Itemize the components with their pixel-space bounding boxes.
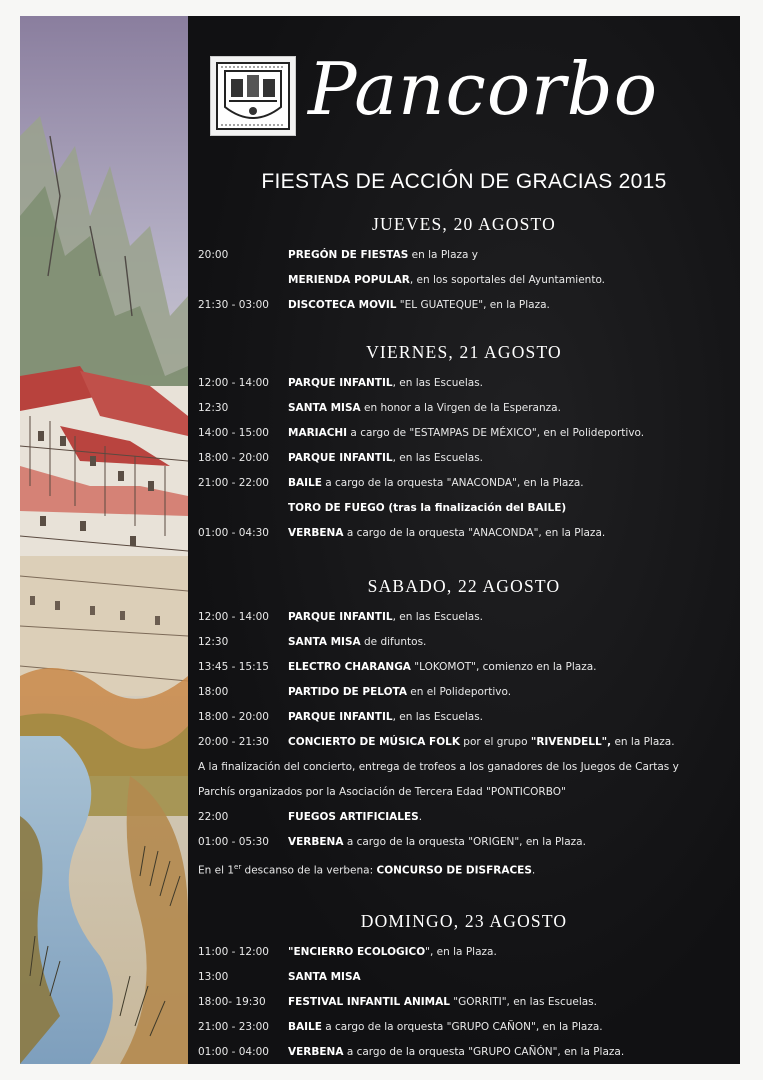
- event-time: 01:00 - 04:30: [198, 527, 269, 539]
- note-text: A la finalización del concierto, entrega de trofeos a los ganadores de los Juegos de Cartas y: [198, 761, 679, 773]
- event-description: [288, 607, 483, 627]
- event-details: a cargo de la orquesta "GRUPO CAÑON", en la Plaza.: [321, 1021, 603, 1033]
- event-time: 14:00 - 15:00: [198, 427, 269, 439]
- day-heading: SABADO, 22 AGOSTO: [367, 576, 561, 596]
- town-title: Pancorbo: [308, 47, 659, 131]
- event-description: [288, 498, 566, 518]
- event-name: PREGÓN DE FIESTAS: [288, 249, 409, 261]
- schedule-event: [198, 523, 738, 543]
- event-time: 12:00 - 14:00: [198, 377, 269, 389]
- crest-icon: [211, 57, 295, 135]
- schedule-event: [198, 1042, 738, 1062]
- event-name: DISCOTECA MOVIL: [288, 299, 397, 311]
- schedule-note: [198, 857, 738, 877]
- event-details: "GORRITI", en las Escuelas.: [449, 996, 597, 1008]
- event-description: [288, 807, 422, 827]
- schedule-event: [198, 632, 738, 652]
- schedule-event: [198, 832, 738, 852]
- event-time: 12:00 - 14:00: [198, 611, 269, 623]
- village-illustration: [20, 16, 188, 1064]
- day-heading: DOMINGO, 23 AGOSTO: [360, 911, 568, 931]
- event-name: PARQUE INFANTIL: [288, 611, 393, 623]
- event-description: [288, 657, 597, 677]
- event-name: FUEGOS ARTIFICIALES: [288, 811, 419, 823]
- event-description: [288, 373, 483, 393]
- schedule-event: [198, 1017, 738, 1037]
- ordinal-suffix: er: [234, 863, 242, 871]
- event-name: "ENCIERRO ECOLOGICO: [288, 946, 426, 958]
- event-details: .: [418, 811, 423, 823]
- event-time: 01:00 - 04:00: [198, 1046, 269, 1058]
- schedule-event: [198, 423, 738, 443]
- event-details: , en las Escuelas.: [392, 452, 484, 464]
- event-description: [288, 992, 597, 1012]
- event-details: "LOKOMOT", comienzo en la Plaza.: [410, 661, 597, 673]
- event-details: , en las Escuelas.: [392, 377, 484, 389]
- event-time: 18:00 - 20:00: [198, 711, 269, 723]
- event-description: [288, 632, 426, 652]
- event-description: [198, 782, 566, 802]
- event-description: [288, 473, 584, 493]
- event-details: a cargo de la orquesta "ANACONDA", en la Plaza.: [343, 527, 606, 539]
- schedule-note: [198, 782, 738, 802]
- event-description: [288, 523, 605, 543]
- event-description: [288, 398, 561, 418]
- event-name: ELECTRO CHARANGA: [288, 661, 411, 673]
- event-details: , en las Escuelas.: [392, 611, 484, 623]
- event-details: en la Plaza.: [611, 736, 675, 748]
- event-details: en honor a la Virgen de la Esperanza.: [360, 402, 561, 414]
- schedule-event: [198, 807, 738, 827]
- event-description: [288, 1017, 603, 1037]
- schedule-event: [198, 707, 738, 727]
- event-description: [288, 270, 605, 290]
- note-text: descanso de la verbena:: [241, 864, 377, 877]
- event-name: VERBENA: [288, 1046, 344, 1058]
- event-description: [288, 682, 511, 702]
- day-heading: JUEVES, 20 AGOSTO: [372, 214, 556, 234]
- event-details: por el grupo: [459, 736, 531, 748]
- schedule-event: [198, 448, 738, 468]
- event-description: [198, 857, 535, 881]
- event-name: BAILE: [288, 1021, 322, 1033]
- event-name: VERBENA: [288, 836, 344, 848]
- event-time: 18:00- 19:30: [198, 996, 266, 1008]
- event-time: 12:30: [198, 636, 229, 648]
- event-details: , en las Escuelas.: [392, 711, 484, 723]
- event-name: TORO DE FUEGO (tras la finalización del BAILE): [288, 502, 567, 514]
- event-name: PARQUE INFANTIL: [288, 711, 393, 723]
- event-name: PARTIDO DE PELOTA: [288, 686, 407, 698]
- poster-subtitle: FIESTAS DE ACCIÓN DE GRACIAS 2015: [261, 170, 667, 193]
- schedule-event: [198, 942, 738, 962]
- event-details: a cargo de la orquesta "ORIGEN", en la Plaza.: [343, 836, 586, 848]
- event-name: VERBENA: [288, 527, 344, 539]
- event-time: 13:00: [198, 971, 229, 983]
- schedule-event: [198, 498, 738, 518]
- event-details: de difuntos.: [360, 636, 427, 648]
- event-description: [288, 707, 483, 727]
- schedule-event: [198, 967, 738, 987]
- event-time: 11:00 - 12:00: [198, 946, 269, 958]
- event-details: "EL GUATEQUE", en la Plaza.: [396, 299, 550, 311]
- event-description: [288, 245, 478, 265]
- event-details: a cargo de la orquesta "GRUPO CAÑÓN", en la Plaza.: [343, 1046, 625, 1058]
- event-description: [288, 423, 644, 443]
- day-heading: VIERNES, 21 AGOSTO: [366, 342, 562, 362]
- event-details: a cargo de "ESTAMPAS DE MÉXICO", en el Polideportivo.: [347, 427, 645, 439]
- poster: [20, 16, 740, 1064]
- event-time: 12:30: [198, 402, 229, 414]
- schedule-note: [198, 757, 738, 777]
- event-details: , en los soportales del Ayuntamiento.: [409, 274, 606, 286]
- event-time: 20:00: [198, 249, 229, 261]
- event-description: [288, 832, 586, 852]
- schedule-event: [198, 373, 738, 393]
- event-description: [288, 942, 497, 962]
- note-text: En el 1: [198, 864, 235, 877]
- event-name: PARQUE INFANTIL: [288, 377, 393, 389]
- event-details: a cargo de la orquesta "ANACONDA", en la Plaza.: [321, 477, 584, 489]
- schedule-event: [198, 992, 738, 1012]
- schedule-event: [198, 682, 738, 702]
- event-time: 21:00 - 22:00: [198, 477, 269, 489]
- note-text: Parchís organizados por la Asociación de Tercera Edad "PONTICORBO": [198, 786, 566, 798]
- event-name: SANTA MISA: [288, 402, 361, 414]
- event-description: [288, 732, 675, 752]
- event-description: [288, 1042, 624, 1062]
- schedule-event: [198, 398, 738, 418]
- event-time: 20:00 - 21:30: [198, 736, 269, 748]
- note-text: .: [531, 864, 536, 877]
- event-name: SANTA MISA: [288, 636, 361, 648]
- event-name: MARIACHI: [288, 427, 348, 439]
- event-time: 21:00 - 23:00: [198, 1021, 269, 1033]
- event-time: 21:30 - 03:00: [198, 299, 269, 311]
- event-description: [288, 967, 361, 987]
- event-details: ", en la Plaza.: [425, 946, 497, 958]
- town-crest-logo: [210, 56, 296, 136]
- schedule-event: [198, 295, 738, 315]
- event-name: FESTIVAL INFANTIL ANIMAL: [288, 996, 450, 1008]
- schedule-event: [198, 473, 738, 493]
- event-time: 01:00 - 05:30: [198, 836, 269, 848]
- event-details: en la Plaza y: [408, 249, 479, 261]
- event-time: 18:00 - 20:00: [198, 452, 269, 464]
- event-time: 13:45 - 15:15: [198, 661, 269, 673]
- event-description: [288, 448, 483, 468]
- schedule-event: [198, 607, 738, 627]
- schedule-event: [198, 245, 738, 265]
- schedule-event: [198, 657, 738, 677]
- event-name: PARQUE INFANTIL: [288, 452, 393, 464]
- event-time: 22:00: [198, 811, 229, 823]
- program-panel: [188, 16, 740, 1064]
- watercolor-village-painting: [20, 16, 188, 1064]
- event-name: BAILE: [288, 477, 322, 489]
- event-name: SANTA MISA: [288, 971, 361, 983]
- event-name: "RIVENDELL",: [530, 736, 612, 748]
- event-description: [198, 757, 679, 777]
- schedule-event: [198, 732, 738, 752]
- event-time: 18:00: [198, 686, 229, 698]
- schedule-event: [198, 270, 738, 290]
- event-name: CONCIERTO DE MÚSICA FOLK: [288, 736, 460, 748]
- event-name: MERIENDA POPULAR: [288, 274, 410, 286]
- event-details: en el Polideportivo.: [406, 686, 512, 698]
- event-name: CONCURSO DE DISFRACES: [376, 864, 532, 877]
- event-description: [288, 295, 550, 315]
